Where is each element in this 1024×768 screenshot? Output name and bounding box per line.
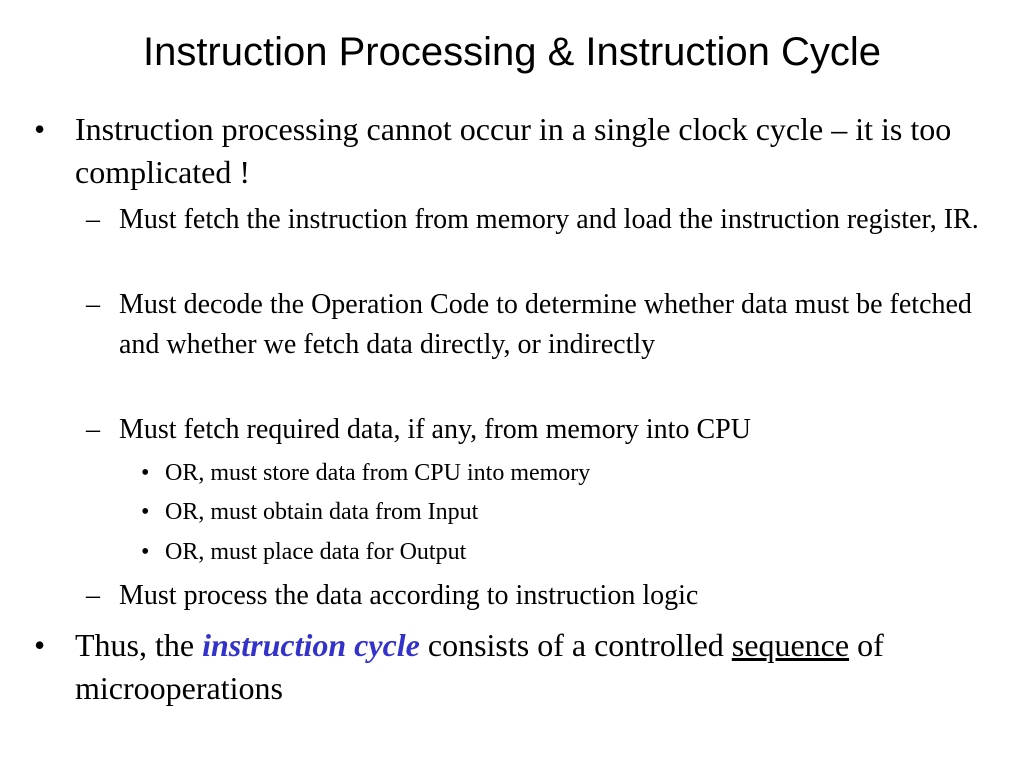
sub-bullet-item xyxy=(86,285,989,365)
slide-title: Instruction Processing & Instruction Cycle xyxy=(142,30,882,74)
bullet-marker: • xyxy=(34,111,46,147)
bullet-marker: • xyxy=(141,499,150,525)
sub-sub-bullet-item xyxy=(141,458,965,488)
bullet-marker: • xyxy=(34,627,46,663)
dash-marker: – xyxy=(86,204,100,235)
emphasized-term: instruction cycle xyxy=(202,627,420,663)
underlined-term: sequence xyxy=(731,627,850,663)
sub-bullet-item xyxy=(86,200,989,240)
bullet-item xyxy=(34,624,975,710)
bullet-text: Instruction processing cannot occur in a single clock cycle – it is too complicated ! xyxy=(75,111,952,190)
sub-bullet-text: Must decode the Operation Code to determine whether data must be fetched and whether we fetch data directly, or indirectly xyxy=(119,289,972,360)
sub-sub-bullet-item xyxy=(141,497,965,527)
sub-sub-bullet-text: OR, must obtain data from Input xyxy=(165,499,479,525)
sub-bullet-item xyxy=(86,576,989,616)
sub-bullet-item xyxy=(86,410,989,450)
sub-bullet-text: Must process the data according to instruction logic xyxy=(119,580,699,611)
sub-sub-bullet-text: OR, must store data from CPU into memory xyxy=(165,460,591,486)
sub-bullet-text: Must fetch required data, if any, from memory into CPU xyxy=(119,414,751,445)
dash-marker: – xyxy=(86,414,100,445)
sub-sub-bullet-item xyxy=(141,537,965,567)
dash-marker: – xyxy=(86,289,100,320)
bullet-marker: • xyxy=(141,539,150,565)
sub-sub-bullet-text: OR, must place data for Output xyxy=(165,539,467,565)
sub-bullet-text: Must fetch the instruction from memory and load the instruction register, IR. xyxy=(119,204,979,235)
bullet-marker: • xyxy=(141,460,150,486)
bullet-text-middle: consists of a controlled xyxy=(419,627,732,663)
bullet-text-prefix: Thus, the xyxy=(75,627,203,663)
bullet-item xyxy=(34,108,975,194)
dash-marker: – xyxy=(86,580,100,611)
bullet-text-suffix: of microoperations xyxy=(75,627,884,706)
